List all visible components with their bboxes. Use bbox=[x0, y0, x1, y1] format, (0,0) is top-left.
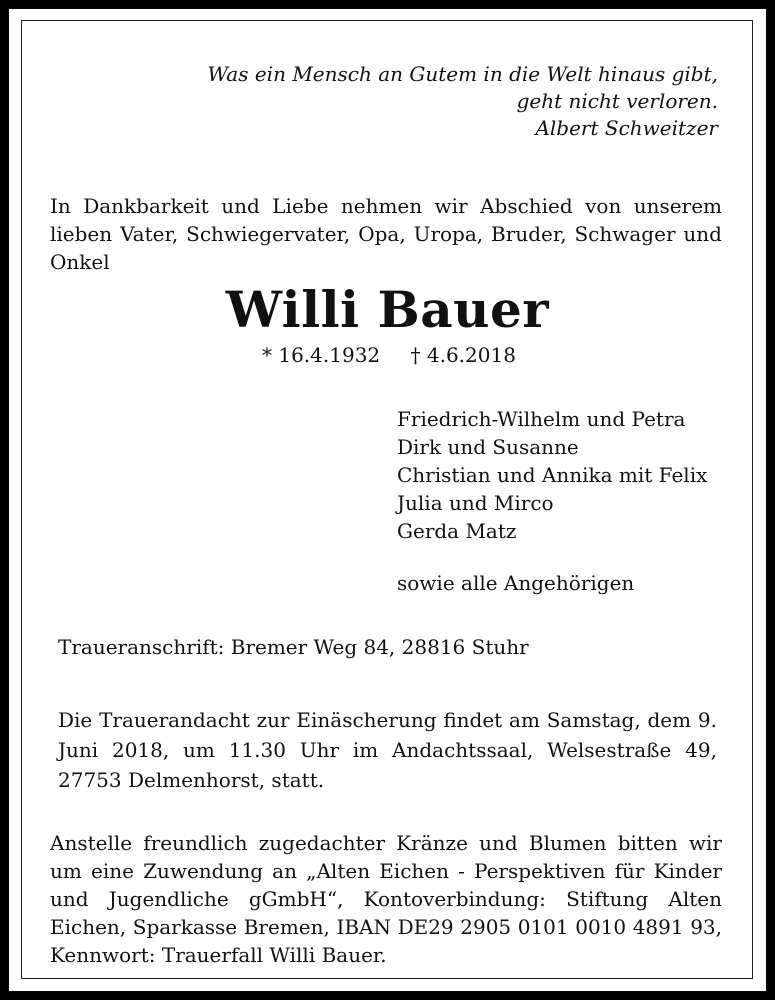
death-date: † 4.6.2018 bbox=[410, 343, 516, 367]
quote-author: Albert Schweitzer bbox=[535, 116, 718, 140]
life-dates bbox=[262, 341, 516, 369]
quote-line-2: geht nicht verloren. bbox=[516, 89, 718, 113]
relatives-line: sowie alle Angehörigen bbox=[397, 571, 635, 595]
obituary-notice bbox=[9, 9, 766, 991]
birth-date: * 16.4.1932 bbox=[262, 343, 381, 367]
mourner-item: Christian und Annika mit Felix bbox=[397, 463, 708, 487]
deceased-name: Willi Bauer bbox=[225, 280, 550, 339]
quote-line-1: Was ein Mensch an Gutem in die Welt hinaus gibt, bbox=[207, 62, 718, 86]
donation-info: Anstelle freundlich zugedachter Kränze und Blumen bitten wir um eine Zuwendung an „Alten Eichen - Perspektiven für Kinder und Jugendliche gGmbH“, Kontoverbindung: Stiftung Alten Eichen, Sparkasse Bremen, IBAN DE29 2905 0101 0010 4891 93, Kennwort: Trauerfall Willi Bauer. bbox=[50, 831, 722, 967]
quote-block bbox=[207, 61, 718, 142]
mourners-list bbox=[397, 405, 707, 545]
mourning-address: Traueranschrift: Bremer Weg 84, 28816 Stuhr bbox=[58, 635, 529, 659]
mourner-item: Julia und Mirco bbox=[397, 491, 554, 515]
service-info: Die Trauerandacht zur Einäscherung findet am Samstag, dem 9. Juni 2018, um 11.30 Uhr im Andachtssaal, Welsestraße 49, 27753 Delmenhorst, statt. bbox=[58, 708, 717, 792]
mourner-item: Gerda Matz bbox=[397, 519, 517, 543]
intro-text: In Dankbarkeit und Liebe nehmen wir Abschied von unserem lieben Vater, Schwiegervater, Opa, Uropa, Bruder, Schwager und Onkel bbox=[50, 194, 722, 274]
mourner-item: Friedrich-Wilhelm und Petra bbox=[397, 407, 686, 431]
mourner-item: Dirk und Susanne bbox=[397, 435, 579, 459]
